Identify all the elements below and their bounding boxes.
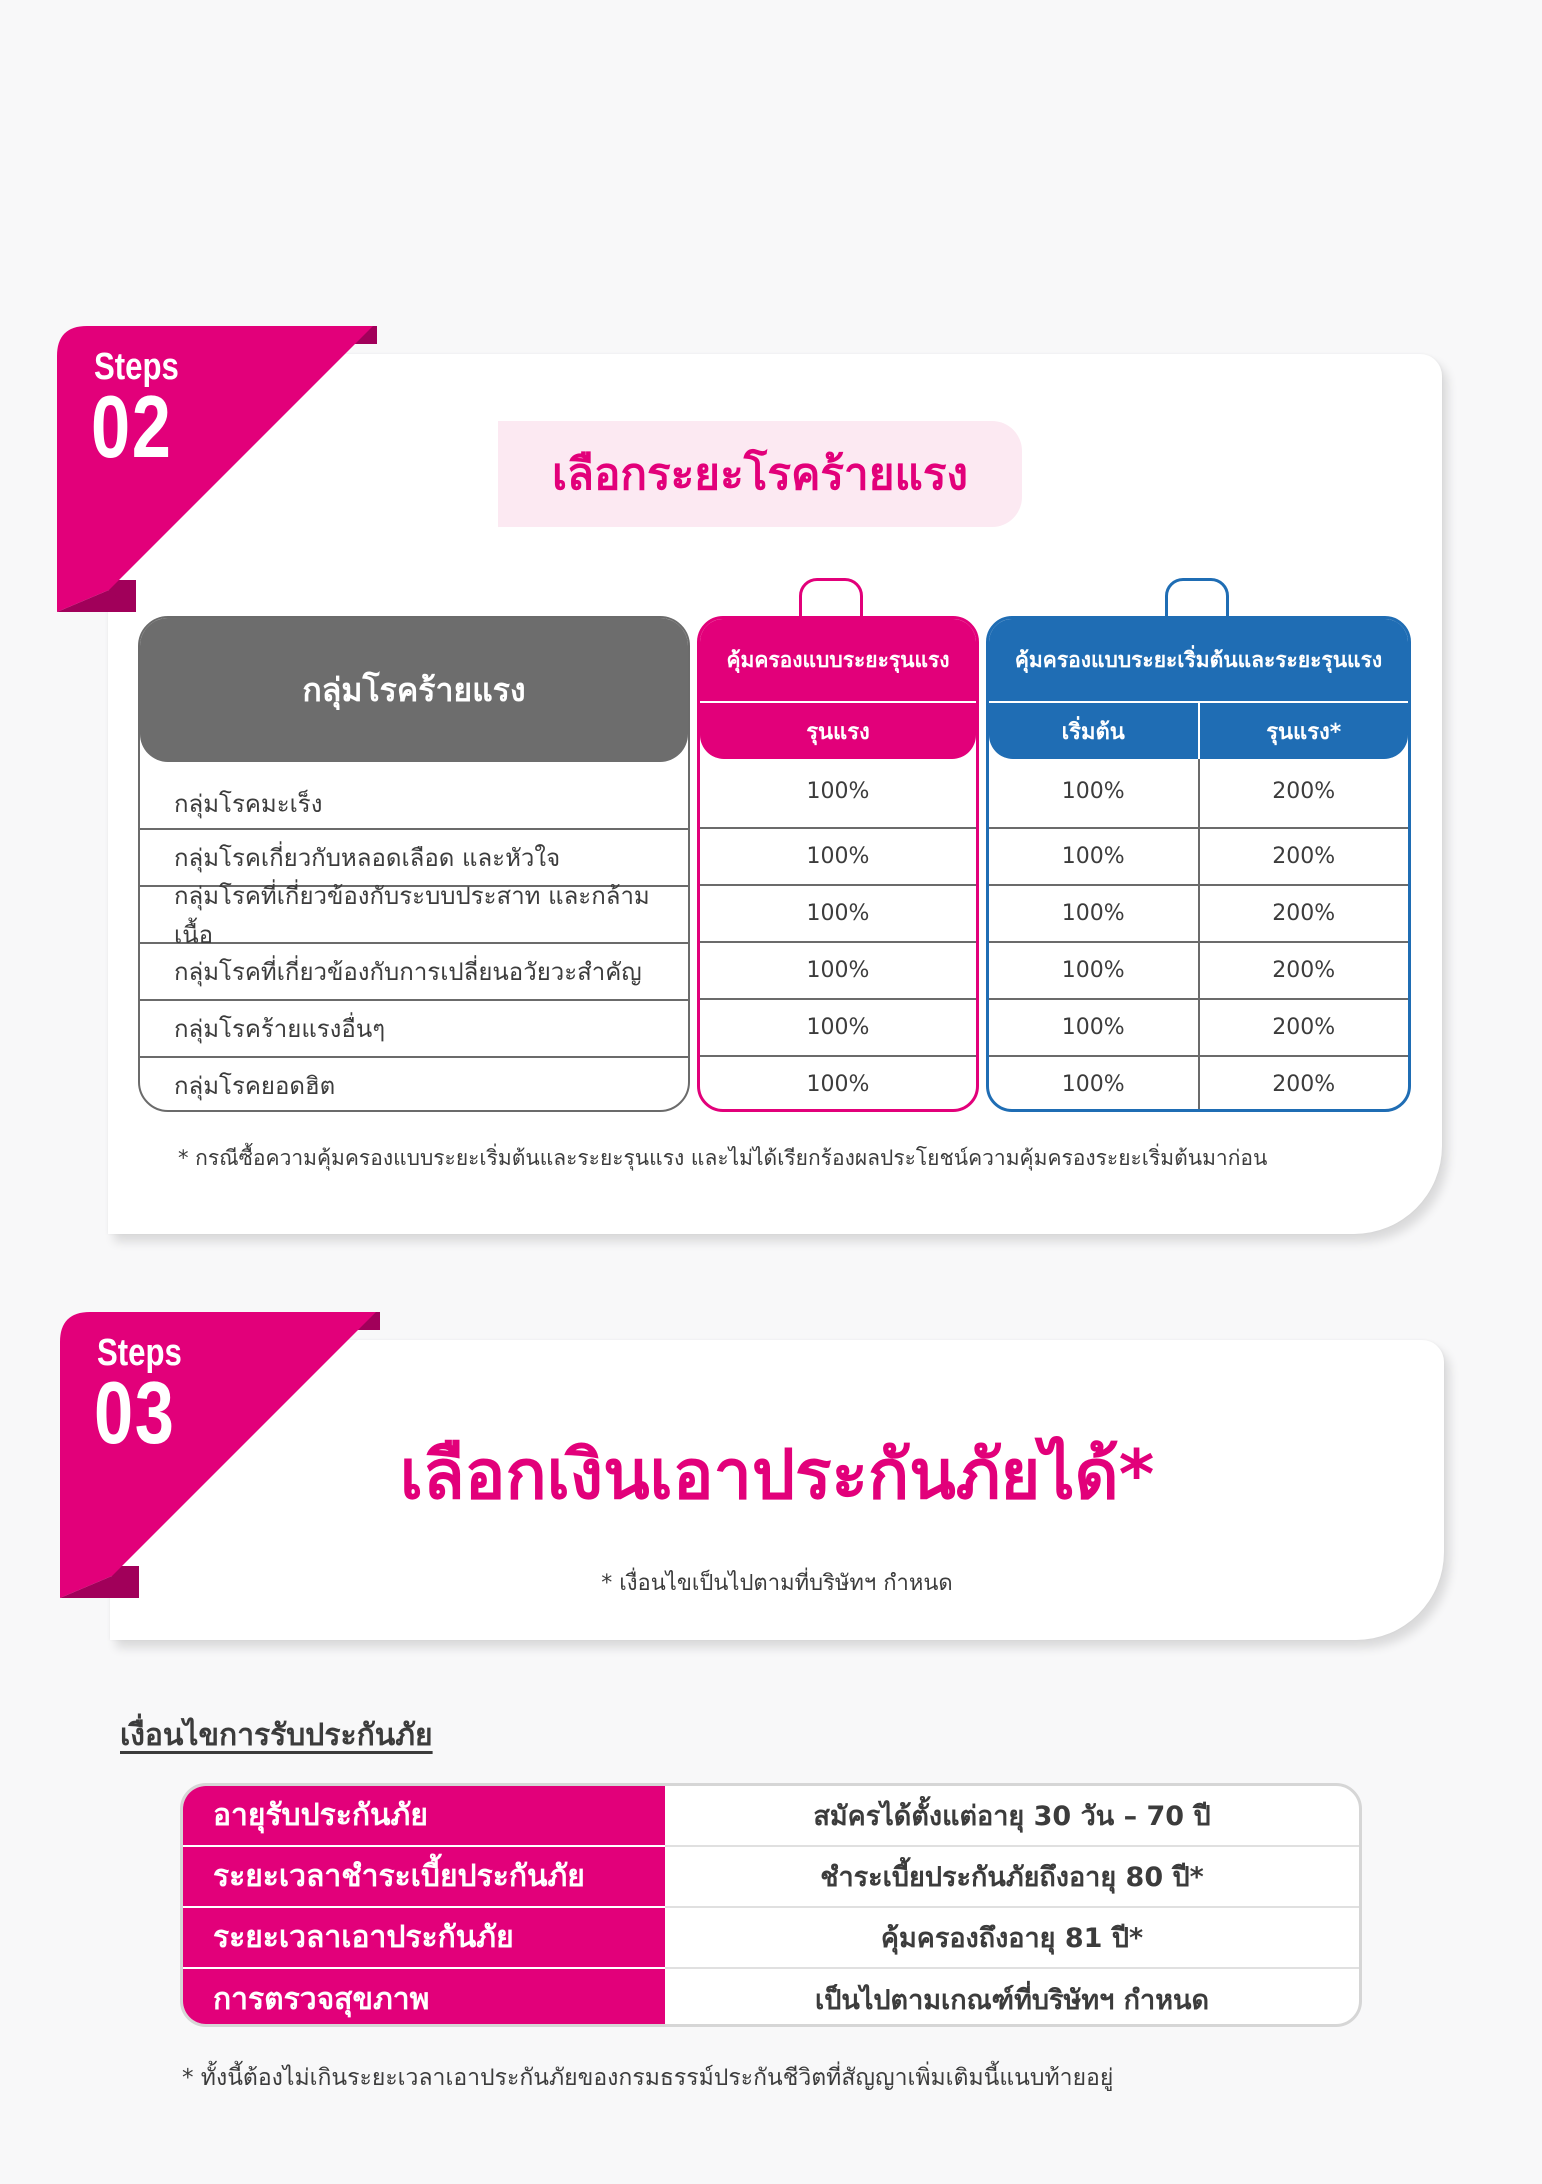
disease-group-table — [138, 616, 690, 1112]
table-cell: 100% — [989, 943, 1200, 998]
condition-value: ชำระเบี้ยประกันภัยถึงอายุ 80 ปี* — [665, 1847, 1359, 1908]
table-row — [183, 1786, 1359, 1847]
step3-title: เลือกเงินเอาประกันภัยได้* — [399, 1436, 1155, 1515]
condition-value: คุ้มครองถึงอายุ 81 ปี* — [665, 1908, 1359, 1969]
table-cell: 100% — [700, 1055, 976, 1112]
table-row: กลุ่มโรคเกี่ยวกับหลอดเลือด และหัวใจ — [140, 828, 688, 885]
conditions-table — [180, 1783, 1362, 2027]
table-cell: 200% — [1272, 1015, 1336, 1040]
severe-plan-header: คุ้มครองแบบระยะรุนแรง — [700, 619, 976, 701]
severe-plan-table — [697, 616, 979, 1112]
condition-value: เป็นไปตามเกณฑ์ที่บริษัทฯ กำหนด — [815, 1985, 1209, 2016]
step2-badge — [57, 326, 377, 626]
table-cell: 100% — [989, 1057, 1200, 1112]
condition-label: ระยะเวลาชำระเบี้ยประกันภัย — [183, 1847, 665, 1908]
condition-label: การตรวจสุขภาพ — [183, 1969, 665, 2027]
step3-steps-label: Steps — [97, 1332, 182, 1374]
table-cell: 100% — [806, 778, 870, 804]
early-subheader: เริ่มต้น — [989, 703, 1200, 759]
table-cell: 200% — [1272, 844, 1336, 869]
table-cell: 100% — [700, 827, 976, 884]
step3-footnote: * เงื่อนไขเป็นไปตามที่บริษัทฯ กำหนด — [601, 1571, 953, 1596]
condition-value: สมัครได้ตั้งแต่อายุ 30 วัน – 70 ปี — [665, 1786, 1359, 1847]
step3-number: 03 — [94, 1363, 176, 1462]
table-cell: 200% — [1272, 901, 1336, 926]
early-severe-plan-header: คุ้มครองแบบระยะเริ่มต้นและระยะรุนแรง — [989, 619, 1408, 701]
table-row — [183, 1908, 1359, 1969]
table-cell: 100% — [989, 1000, 1200, 1055]
table-cell: 100% — [989, 759, 1200, 827]
table-row: กลุ่มโรคที่เกี่ยวข้องกับการเปลี่ยนอวัยวะสำคัญ — [140, 942, 688, 999]
condition-label: ระยะเวลาเอาประกันภัย — [183, 1908, 665, 1969]
table-cell: 100% — [700, 998, 976, 1055]
table-cell: 100% — [700, 941, 976, 998]
table-row — [183, 1847, 1359, 1908]
table-row — [989, 941, 1408, 998]
table-row: กลุ่มโรคร้ายแรงอื่นๆ — [140, 999, 688, 1056]
table-row — [989, 1055, 1408, 1112]
severe-subheader: รุนแรง* — [1266, 719, 1342, 745]
table-cell: 100% — [989, 829, 1200, 884]
disease-group-header: กลุ่มโรคร้ายแรง — [140, 618, 688, 762]
step2-footnote: * กรณีซื้อความคุ้มครองแบบระยะเริ่มต้นและระยะรุนแรง และไม่ได้เรียกร้องผลประโยชน์ความคุ้มครองระยะเริ่มต้นมาก่อน — [178, 1146, 1268, 1170]
table-row: กลุ่มโรคมะเร็ง — [174, 789, 323, 818]
table-row — [989, 884, 1408, 941]
table-row: กลุ่มโรคยอดฮิต — [140, 1056, 688, 1112]
table-cell: 200% — [1272, 958, 1336, 983]
conditions-heading: เงื่อนไขการรับประกันภัย — [120, 1718, 433, 1753]
table-cell: 100% — [989, 886, 1200, 941]
conditions-footnote: * ทั้งนี้ต้องไม่เกินระยะเวลาเอาประกันภัยของกรมธรรม์ประกันชีวิตที่สัญญาเพิ่มเติมนี้แนบท้ายอยู่ — [182, 2065, 1114, 2091]
table-row — [183, 1969, 1359, 2027]
table-cell: 200% — [1272, 778, 1336, 804]
step2-steps-label: Steps — [94, 346, 179, 388]
table-row — [989, 998, 1408, 1055]
table-row: กลุ่มโรคที่เกี่ยวข้องกับระบบประสาท และกล้ามเนื้อ — [140, 885, 688, 942]
table-row — [989, 759, 1408, 827]
table-cell: 200% — [1272, 1072, 1336, 1097]
table-row — [989, 827, 1408, 884]
condition-label: อายุรับประกันภัย — [183, 1786, 665, 1847]
step2-title: เลือกระยะโรคร้ายแรง — [498, 421, 1022, 527]
step2-number: 02 — [91, 377, 173, 476]
early-severe-plan-table — [986, 616, 1411, 1112]
table-cell: 100% — [700, 884, 976, 941]
early-severe-subheader — [989, 701, 1408, 759]
severe-plan-subheader: รุนแรง — [700, 701, 976, 759]
